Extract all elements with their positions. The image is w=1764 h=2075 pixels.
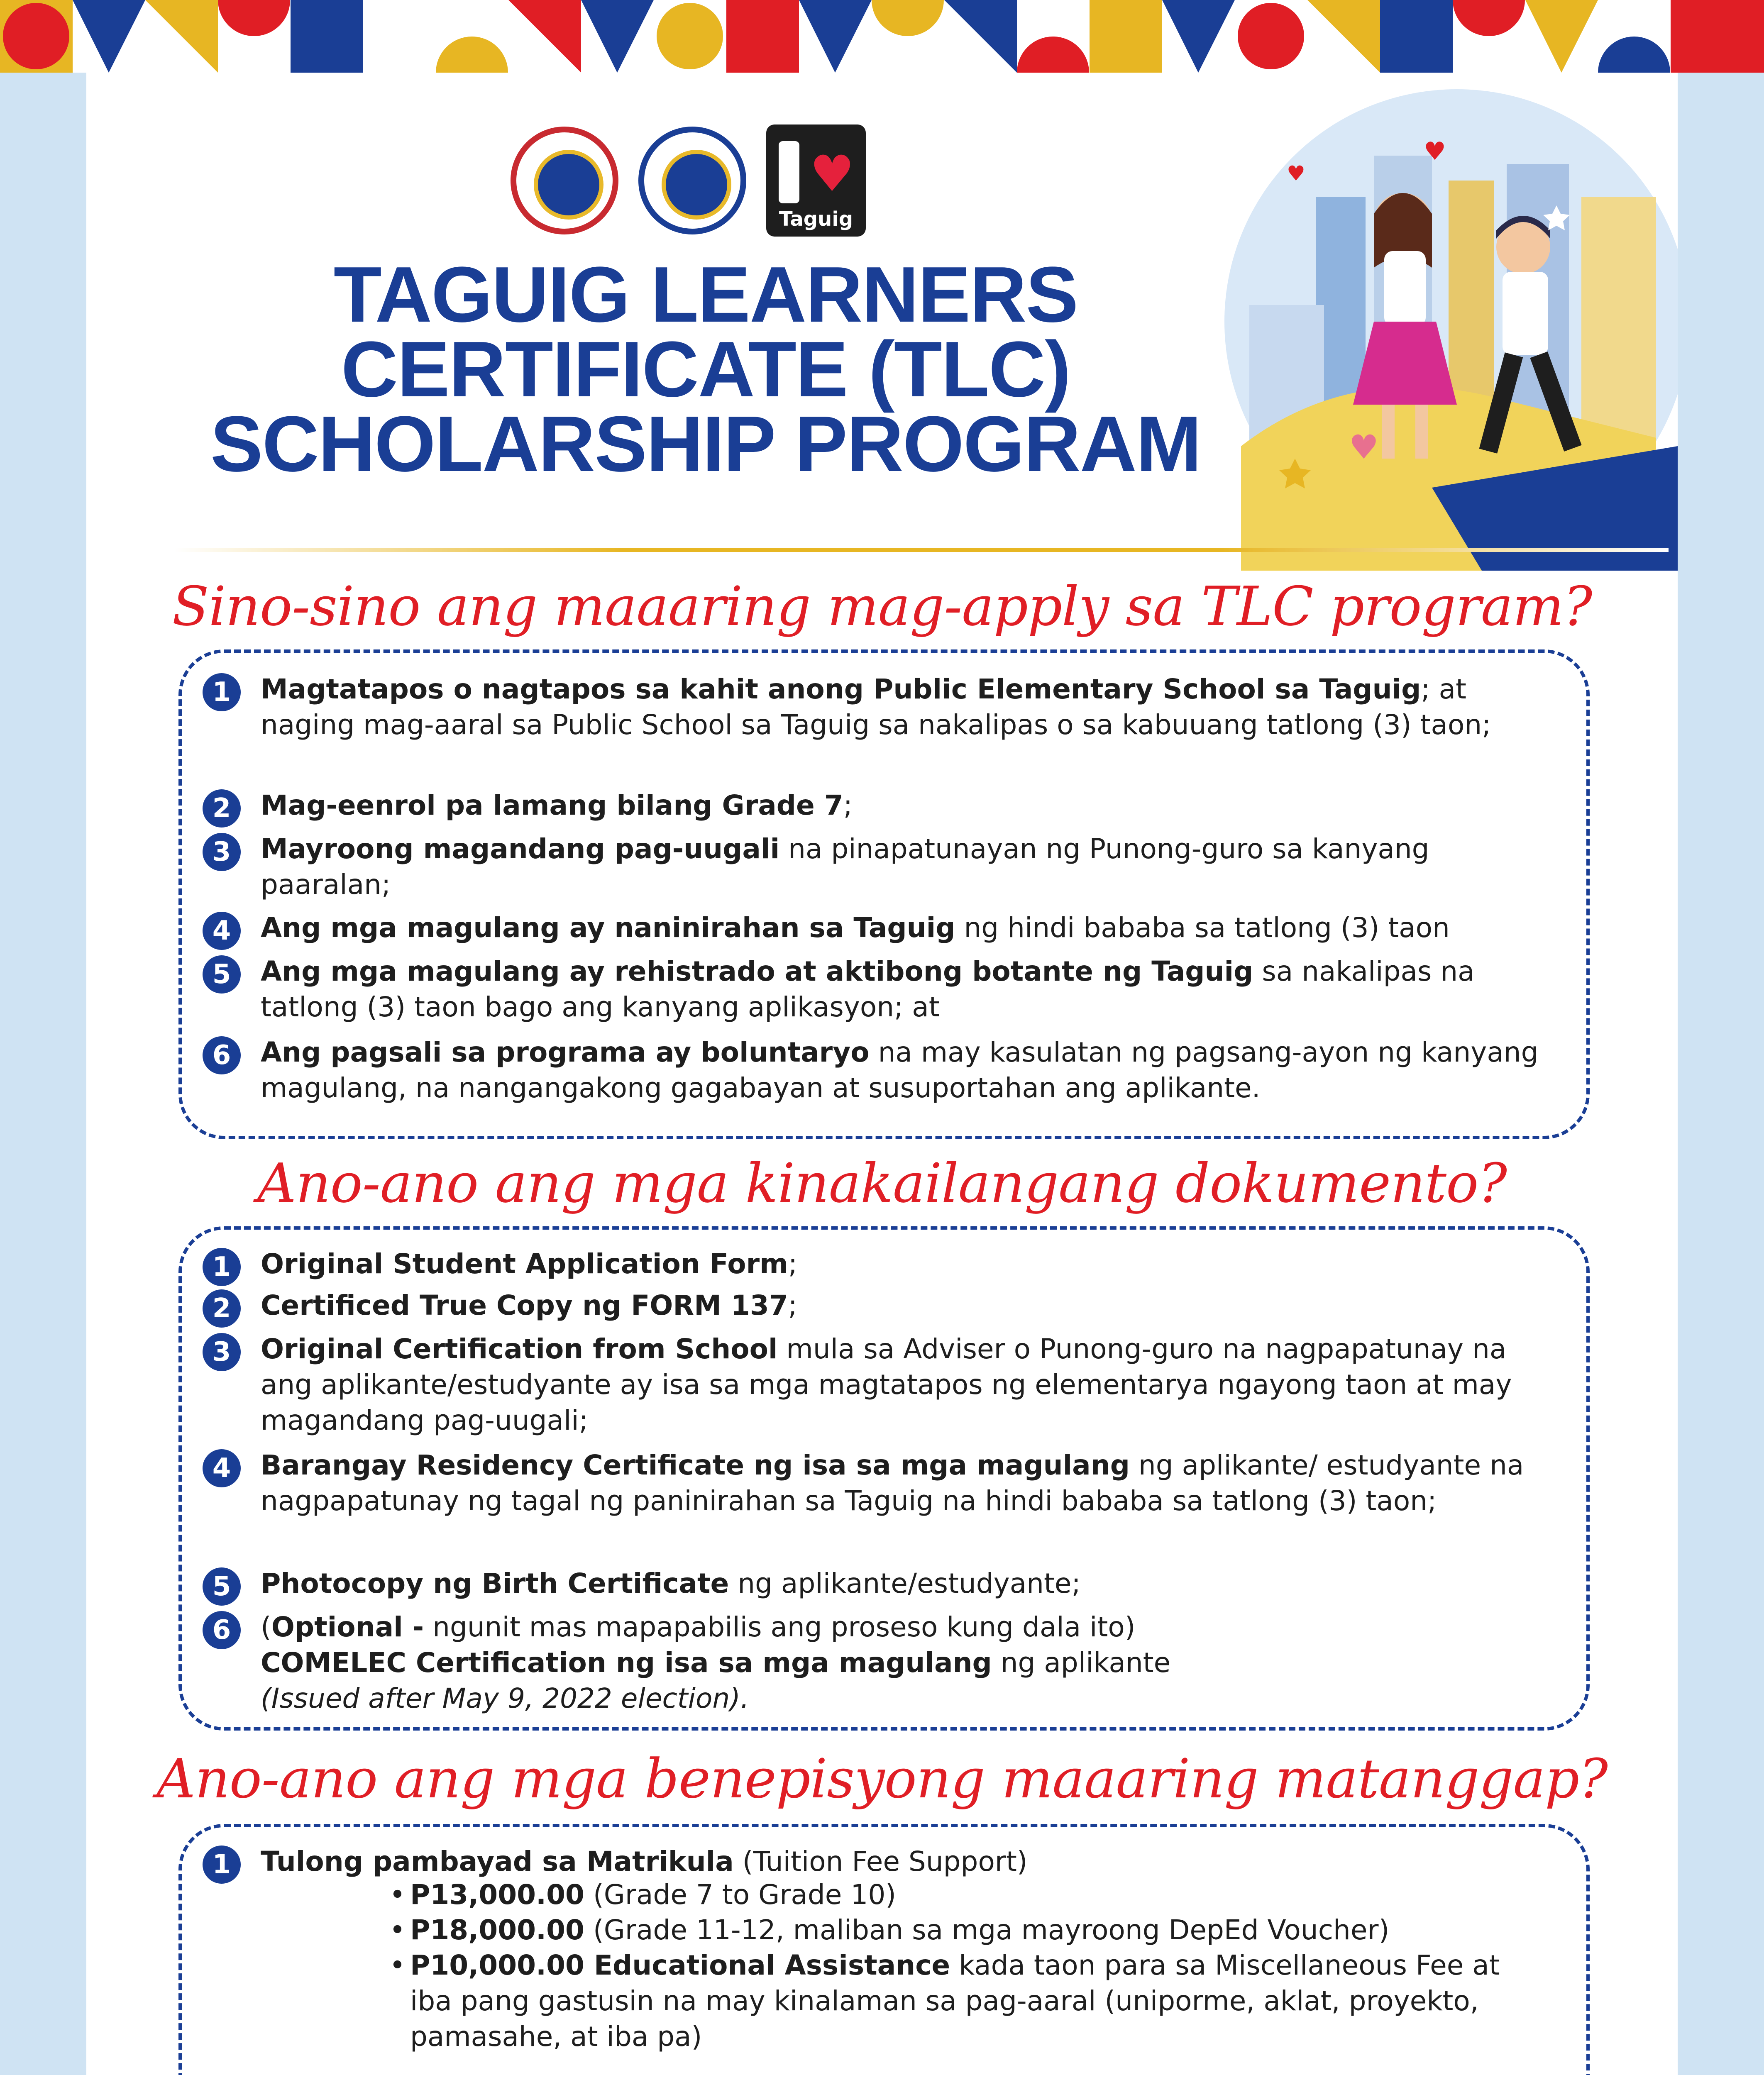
city-of-taguig-seal xyxy=(638,127,746,234)
number-badge: 3 xyxy=(203,833,241,871)
s2-item-6: 6 (Optional - ngunit mas mapapabilis ang proseso kung dala ito) COMELEC Certification ng isa sa mga magulang ng aplikante (Issued after May 9, 2022 election). xyxy=(261,1609,1541,1716)
top-decorative-band xyxy=(0,0,1764,73)
s2-item-2: 2 Certificed True Copy ng FORM 137; xyxy=(261,1288,1541,1323)
section1-heading: Sino-sino ang maaaring mag-apply sa TLC program? xyxy=(172,575,1592,638)
page-title xyxy=(208,251,1204,488)
title-line-2: CERTIFICATE (TLC) xyxy=(341,325,1070,413)
section3-box xyxy=(178,1824,1590,2075)
section2-heading: Ano-ano ang mga kinakailangang dokumento? xyxy=(257,1152,1507,1215)
s2-item-5: 5 Photocopy ng Birth Certificate ng aplikante/estudyante; xyxy=(261,1566,1541,1601)
svg-text:♥: ♥ xyxy=(1287,161,1305,186)
s3-bullet-1: • P13,000.00 (Grade 7 to Grade 10) xyxy=(410,1877,1503,1913)
s1-item-5: 5 Ang mga magulang ay rehistrado at aktibong botante ng Taguig sa nakalipas na tatlong (3) taon bago ang kanyang aplikasyon; at xyxy=(261,954,1541,1025)
number-badge: 5 xyxy=(203,1567,241,1606)
gold-divider xyxy=(174,548,1669,552)
number-badge: 6 xyxy=(203,1611,241,1649)
s2-item-4: 4 Barangay Residency Certificate ng isa sa mga magulang ng aplikante/ estudyante na nagpapatunay ng tagal ng paninirahan sa Taguig na hindi bababa sa tatlong (3) taon; xyxy=(261,1448,1541,1519)
number-badge: 2 xyxy=(203,1289,241,1328)
s1-item-2: 2 Mag-eenrol pa lamang bilang Grade 7; xyxy=(261,788,1541,823)
s1-item-6: 6 Ang pagsali sa programa ay boluntaryo na may kasulatan ng pagsang-ayon ng kanyang magulang, na nangangakong gagabayan at susuportahan ang aplikante. xyxy=(261,1035,1541,1106)
pattern-strip xyxy=(0,0,1764,73)
number-badge: 1 xyxy=(203,1248,241,1286)
number-badge: 3 xyxy=(203,1333,241,1371)
number-badge: 5 xyxy=(203,955,241,994)
number-badge: 4 xyxy=(203,912,241,950)
scholarship-office-seal xyxy=(511,127,618,234)
svg-text:♥: ♥ xyxy=(1424,137,1446,166)
number-badge: 2 xyxy=(203,789,241,828)
s2-item-3: 3 Original Certification from School mula sa Adviser o Punong-guro na nagpapatunay na ang aplikante/estudyante ay isa sa mga magtatapos ng elementarya ngayong taon at may magandang pag-uugali; xyxy=(261,1331,1541,1438)
number-badge: 4 xyxy=(203,1449,241,1487)
number-badge: 6 xyxy=(203,1036,241,1074)
s3-item-1: 1 Tulong pambayad sa Matrikula (Tuition Fee Support) xyxy=(261,1844,1541,1880)
heart-icon: ♥ xyxy=(810,145,855,203)
s3-bullet-2: • P18,000.00 (Grade 11-12, maliban sa mga mayroong DepEd Voucher) xyxy=(410,1912,1503,1948)
s1-item-3: 3 Mayroong magandang pag-uugali na pinapatunayan ng Punong-guro sa kanyang paaralan; xyxy=(261,831,1541,903)
s3-bullet-3: • P10,000.00 Educational Assistance kada taon para sa Miscellaneous Fee at iba pang gastusin na may kinalaman sa pag-aaral (uniporme, aklat, proyekto, pamasahe, at iba pa) xyxy=(410,1948,1503,2055)
s1-item-4: 4 Ang mga magulang ay naninirahan sa Taguig ng hindi bababa sa tatlong (3) taon xyxy=(261,910,1541,946)
number-badge: 1 xyxy=(203,673,241,711)
section3-heading: Ano-ano ang mga benepisyong maaaring matanggap? xyxy=(156,1747,1608,1810)
logo-row xyxy=(511,124,866,237)
number-badge: 1 xyxy=(203,1846,241,1884)
s1-item-1: 1 Magtatapos o nagtapos sa kahit anong Public Elementary School sa Taguig; at naging mag-aaral sa Public School sa Taguig sa nakalipas o sa kabuuang tatlong (3) taon; xyxy=(261,671,1541,743)
s2-item-1: 1 Original Student Application Form; xyxy=(261,1246,1541,1282)
svg-text:♥: ♥ xyxy=(1349,428,1379,466)
title-line-3: SCHOLARSHIP PROGRAM xyxy=(210,400,1201,488)
section1-box xyxy=(178,649,1590,1139)
section2-box xyxy=(178,1226,1590,1731)
students-cityscape-illustration xyxy=(1224,73,1678,571)
i-love-taguig-logo xyxy=(766,124,866,237)
title-line-1: TAGUIG LEARNERS xyxy=(333,251,1078,339)
ilt-logo-text: Taguig xyxy=(779,208,853,231)
